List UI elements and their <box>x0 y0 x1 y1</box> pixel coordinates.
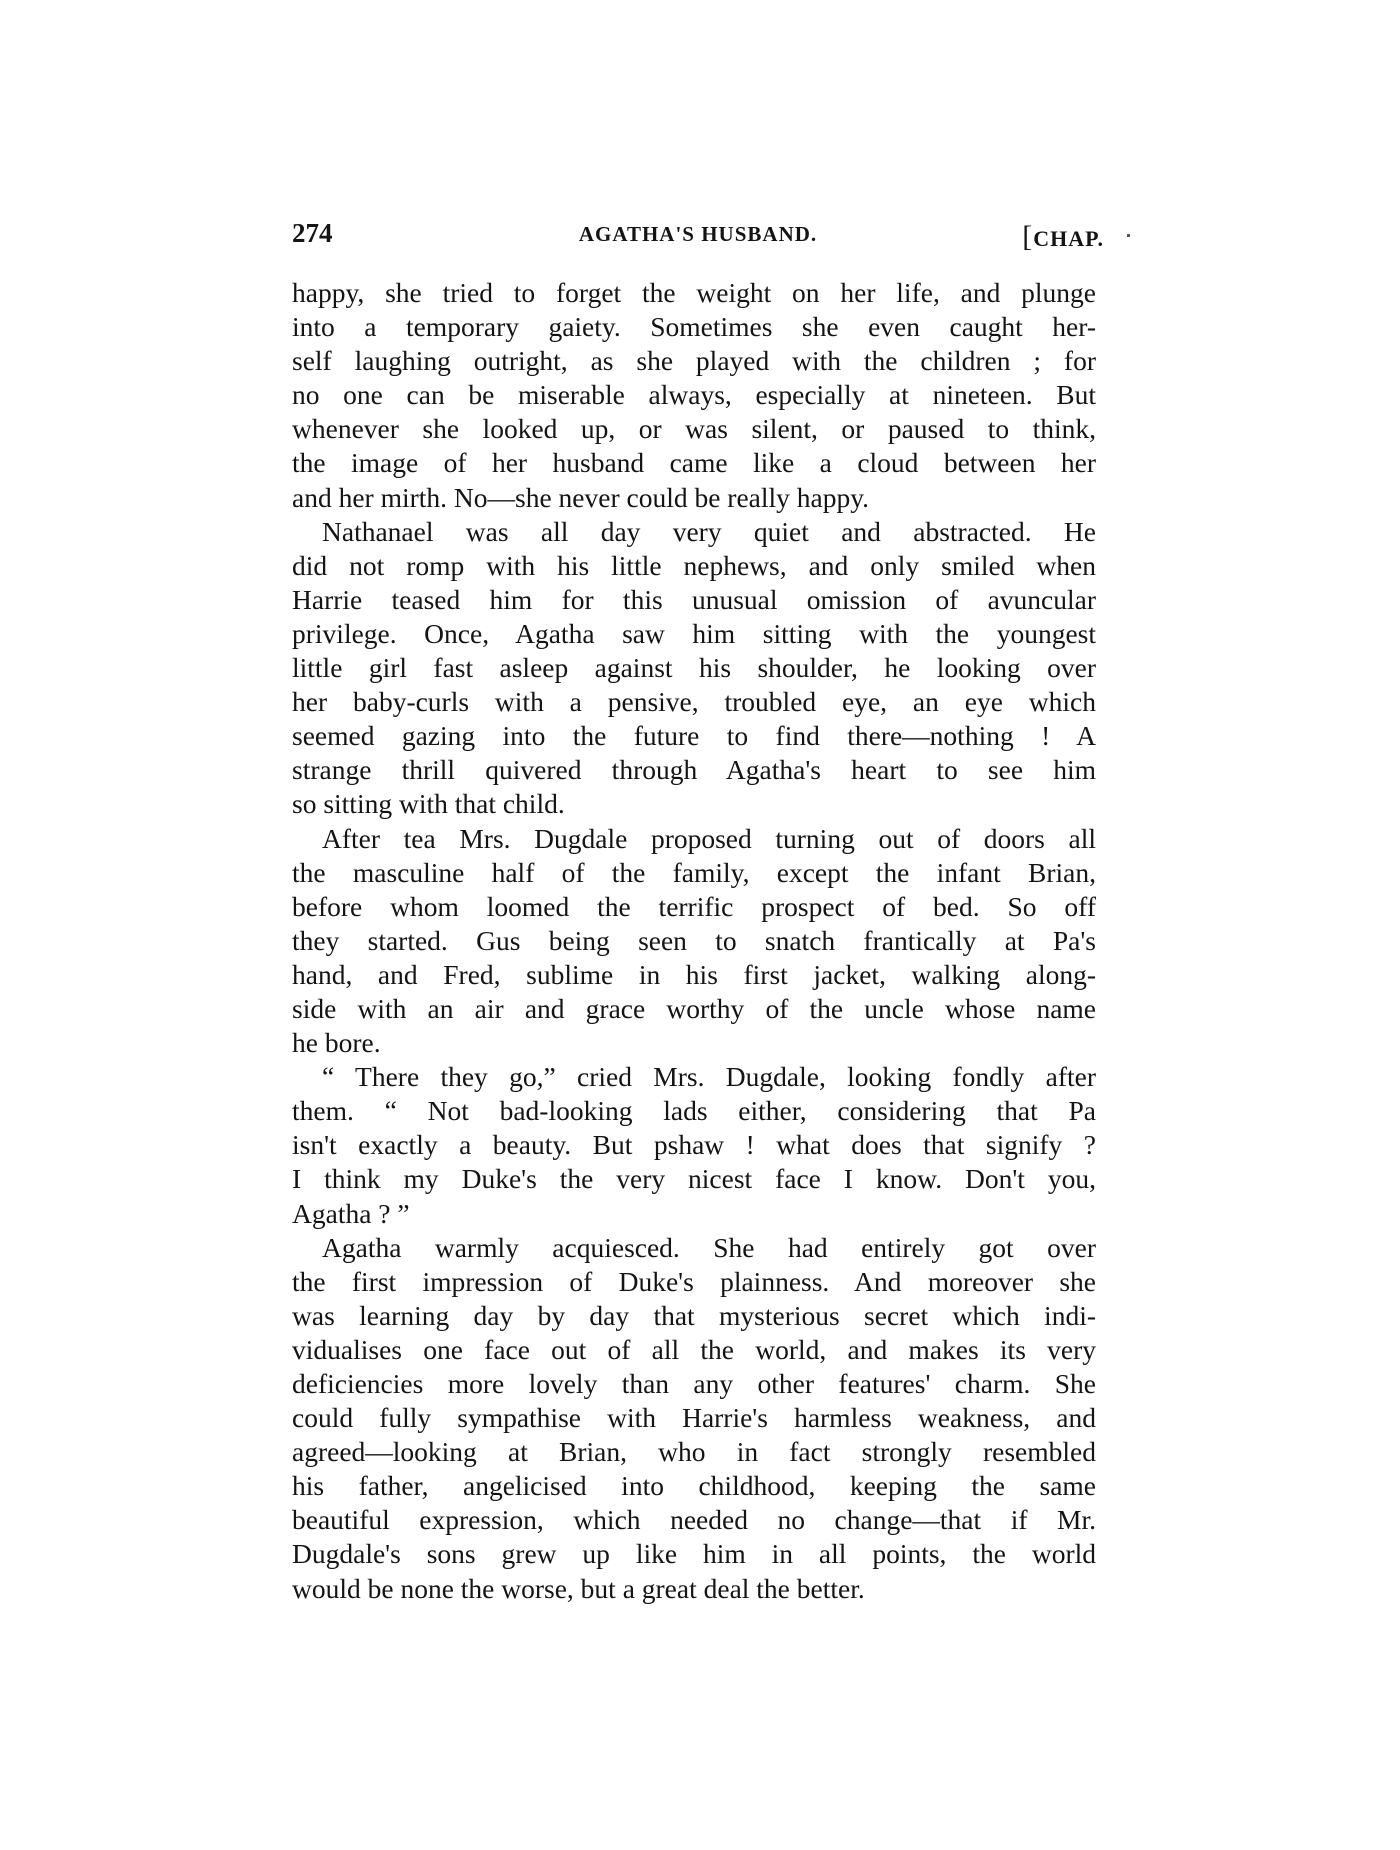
text-line: no one can be miserable always, especially at nineteen. But <box>292 379 1096 411</box>
text-line: hand, and Fred, sublime in his first jacket, walking along- <box>292 958 1096 990</box>
text-line: strange thrill quivered through Agatha's heart to see him <box>292 754 1096 786</box>
text-line: into a temporary gaiety. Sometimes she even caught her- <box>292 311 1096 343</box>
text-line: “ There they go,” cried Mrs. Dugdale, looking fondly after <box>322 1061 1096 1093</box>
text-line: them. “ Not bad-looking lads either, considering that Pa <box>292 1095 1096 1127</box>
section-mark: [CHAP. <box>1022 220 1104 253</box>
text-line: little girl fast asleep against his shoulder, he looking over <box>292 652 1096 684</box>
text-line: would be none the worse, but a great deal the better. <box>292 1572 865 1604</box>
page-number: 274 <box>292 218 333 248</box>
text-line: agreed—looking at Brian, who in fact strongly resembled <box>292 1436 1096 1468</box>
text-line: side with an air and grace worthy of the uncle whose name <box>292 992 1096 1024</box>
text-line: beautiful expression, which needed no change—that if Mr. <box>292 1504 1096 1536</box>
text-line: I think my Duke's the very nicest face I know. Don't you, <box>292 1163 1096 1195</box>
running-header <box>292 218 1104 258</box>
scan-speck <box>1127 234 1130 237</box>
text-line: happy, she tried to forget the weight on her life, and plunge <box>292 277 1096 308</box>
text-line: deficiencies more lovely than any other features' charm. She <box>292 1368 1096 1399</box>
text-line: could fully sympathise with Harrie's harmless weakness, and <box>292 1402 1096 1434</box>
text-line: Harrie teased him for this unusual omission of avuncular <box>292 583 1096 615</box>
text-line: Agatha warmly acquiesced. She had entirely got over <box>322 1231 1096 1263</box>
text-line: the image of her husband came like a cloud between her <box>292 447 1096 479</box>
text-line: Dugdale's sons grew up like him in all points, the world <box>292 1538 1096 1570</box>
text-line: his father, angelicised into childhood, keeping the same <box>292 1470 1096 1502</box>
section-mark-text: CHAP. <box>1033 226 1104 251</box>
text-line: before whom loomed the terrific prospect of bed. So off <box>292 890 1096 922</box>
text-line: isn't exactly a beauty. But pshaw ! what does that signify ? <box>292 1129 1096 1161</box>
running-title: AGATHA'S HUSBAND. <box>578 222 818 246</box>
text-line: whenever she looked up, or was silent, or paused to think, <box>292 413 1096 445</box>
text-line: they started. Gus being seen to snatch frantically at Pa's <box>292 924 1096 956</box>
text-line: the masculine half of the family, except the infant Brian, <box>292 856 1096 888</box>
text-line: After tea Mrs. Dugdale proposed turning out of doors all <box>322 822 1096 854</box>
text-line: was learning day by day that mysterious secret which indi- <box>292 1299 1096 1331</box>
text-line: seemed gazing into the future to find there—nothing ! A <box>292 720 1096 752</box>
text-line: did not romp with his little nephews, and only smiled when <box>292 549 1096 581</box>
text-line: and her mirth. No—she never could be really happy. <box>292 481 870 513</box>
text-line: Agatha ? ” <box>292 1197 410 1229</box>
text-line: self laughing outright, as she played with the children ; for <box>292 345 1096 377</box>
text-line: Nathanael was all day very quiet and abstracted. He <box>322 515 1096 547</box>
text-line: vidualises one face out of all the world, and makes its very <box>292 1333 1096 1365</box>
text-line: her baby-curls with a pensive, troubled eye, an eye which <box>292 686 1096 718</box>
text-line: the first impression of Duke's plainness. And moreover she <box>292 1265 1096 1297</box>
text-line: so sitting with that child. <box>292 788 565 820</box>
text-line: privilege. Once, Agatha saw him sitting with the youngest <box>292 617 1096 649</box>
text-line: he bore. <box>292 1027 381 1059</box>
page-body-text <box>292 276 1096 1606</box>
